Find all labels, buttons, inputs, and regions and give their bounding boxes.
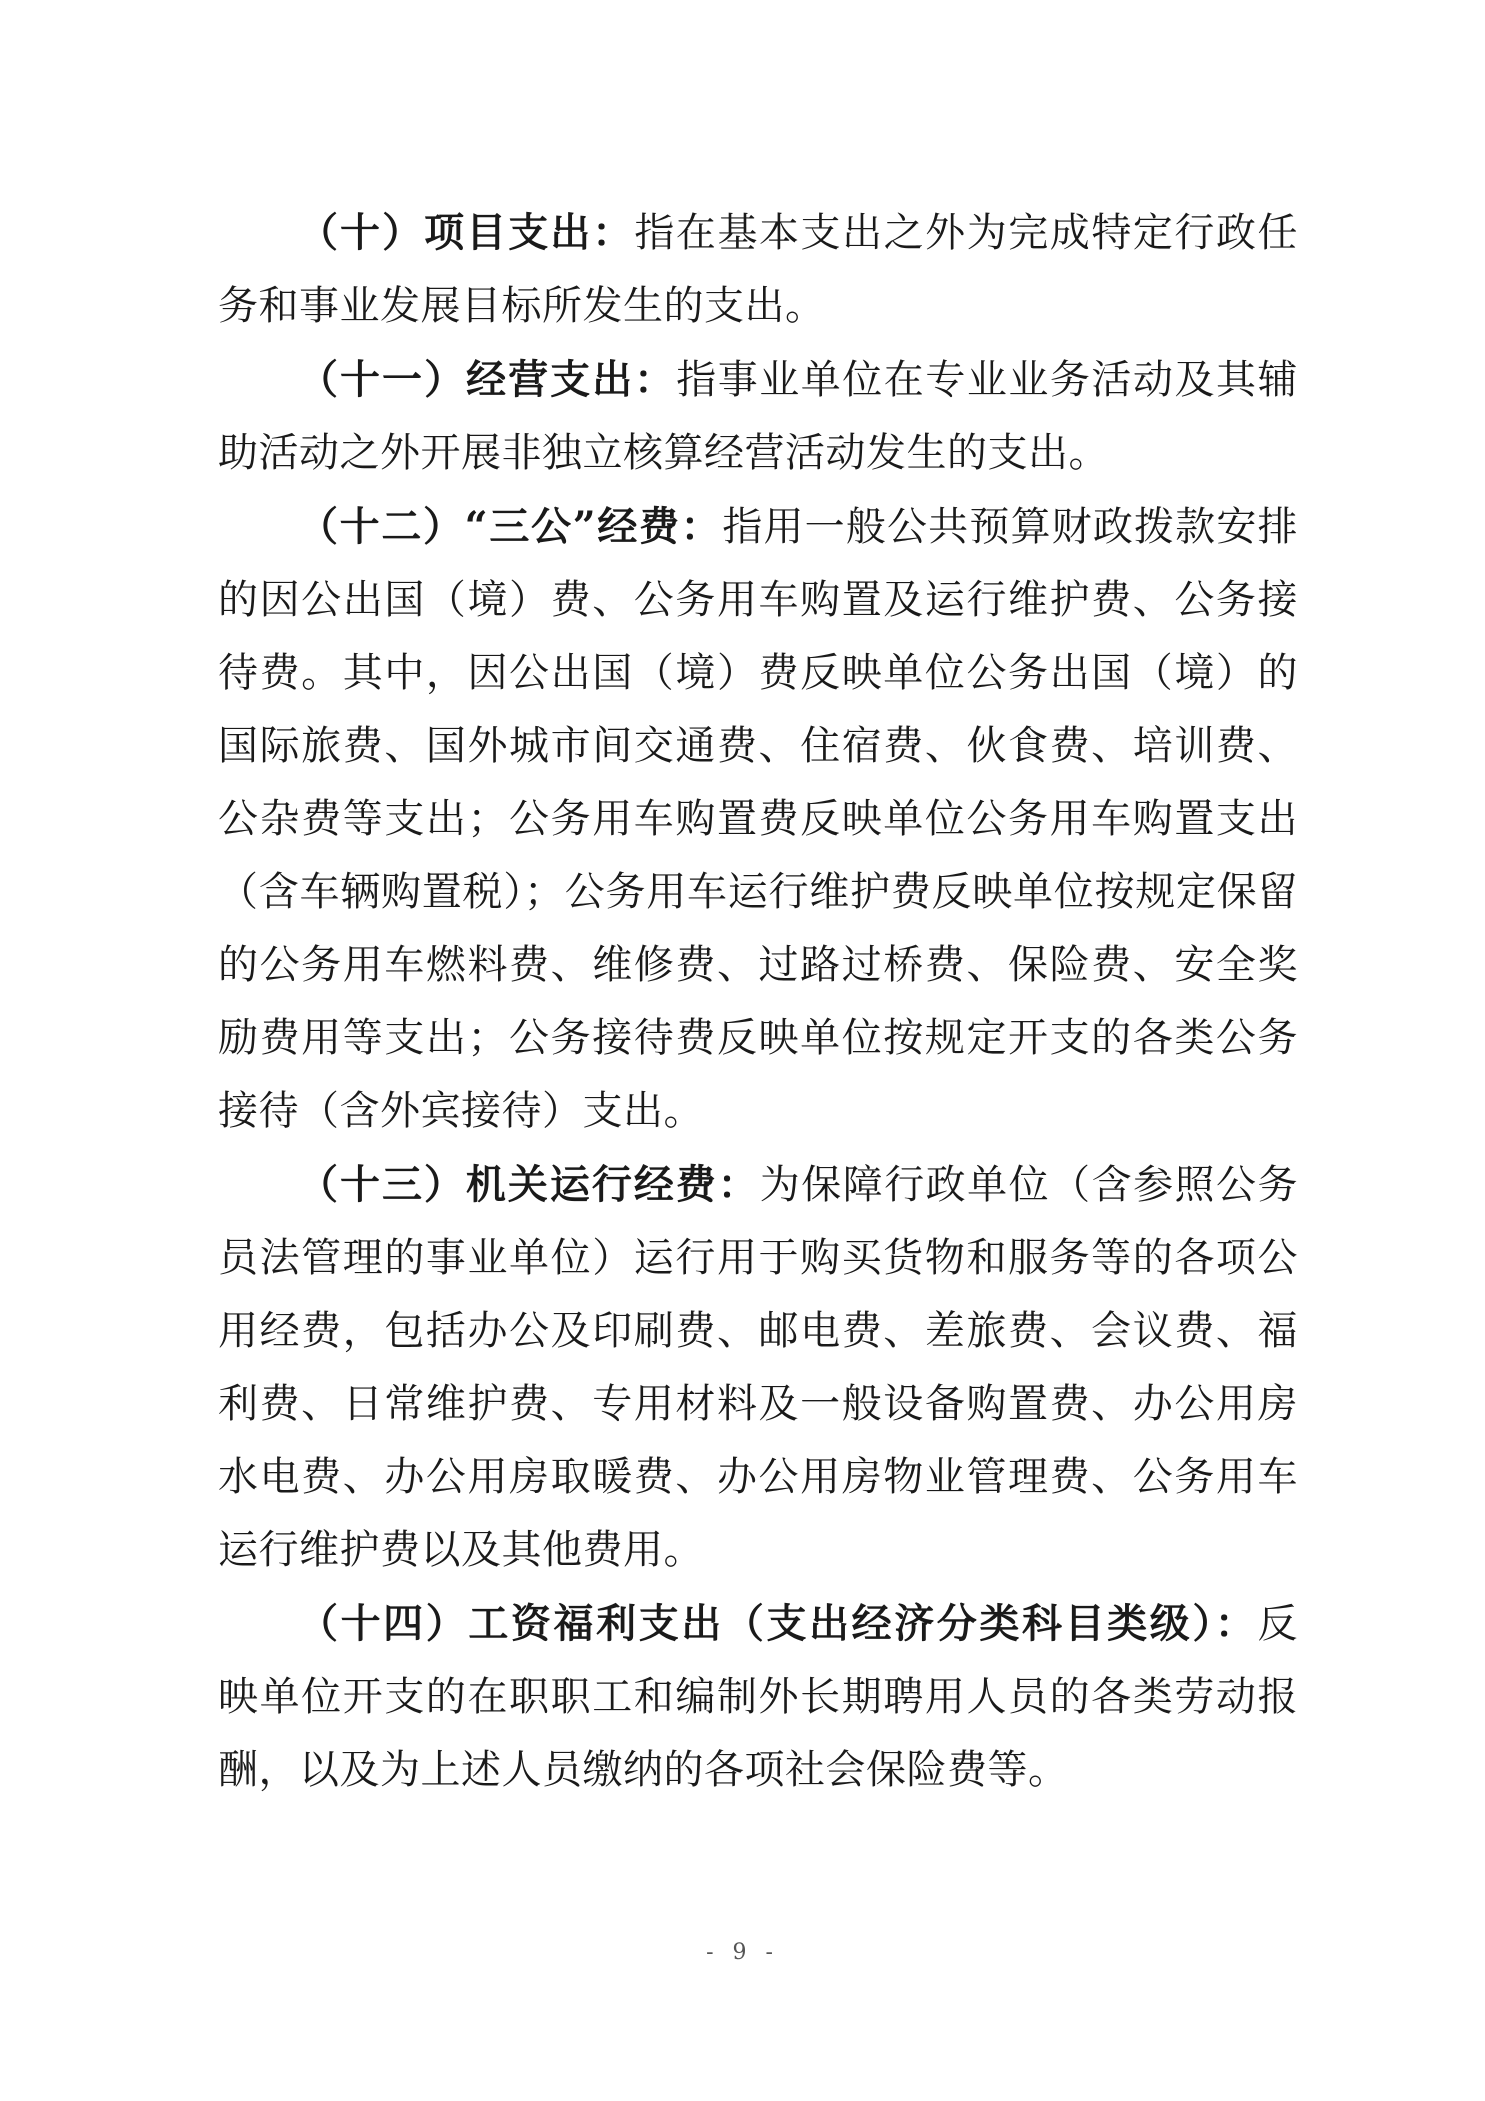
paragraph-term: （十二）“三公”经费：: [298, 503, 723, 550]
paragraph-three-public-expenses: [218, 490, 1298, 1148]
paragraph-term: （十）项目支出：: [298, 209, 635, 256]
paragraph-salary-welfare-expenditure: [218, 1587, 1298, 1807]
paragraph-term: （十一）经营支出：: [298, 356, 677, 403]
paragraph-text: 指在基本支出之外为完成特定行政任务和事业发展目标所发生的支出。: [218, 210, 1299, 329]
paragraph-term: （十三）机关运行经费：: [298, 1161, 760, 1208]
paragraph-text: 指事业单位在专业业务活动及其辅助活动之外开展非独立核算经营活动发生的支出。: [218, 357, 1299, 476]
page-number: - 9 -: [706, 1940, 779, 1965]
document-body: [218, 196, 1298, 1807]
paragraph-text: 反映单位开支的在职职工和编制外长期聘用人员的各类劳动报酬，以及为上述人员缴纳的各项社会保险费等。: [218, 1601, 1298, 1793]
paragraph-text: 为保障行政单位（含参照公务员法管理的事业单位）运行用于购买货物和服务等的各项公用经费，包括办公及印刷费、邮电费、差旅费、会议费、福利费、日常维护费、专用材料及一般设备购置费、办公用房水电费、办公用房取暖费、办公用房物业管理费、公务用车运行维护费以及其他费用。: [218, 1162, 1299, 1573]
paragraph-text: 指用一般公共预算财政拨款安排的因公出国（境）费、公务用车购置及运行维护费、公务接待费。其中，因公出国（境）费反映单位公务出国（境）的国际旅费、国外城市间交通费、住宿费、伙食费、培训费、公杂费等支出；公务用车购置费反映单位公务用车购置支出（含车辆购置税）；公务用车运行维护费反映单位按规定保留的公务用车燃料费、维修费、过路过桥费、保险费、安全奖励费用等支出；公务接待费反映单位按规定开支的各类公务接待（含外宾接待）支出。: [218, 504, 1299, 1134]
paragraph-operating-expenditure: [218, 343, 1298, 490]
paragraph-term: （十四）工资福利支出（支出经济分类科目类级）：: [298, 1600, 1258, 1647]
paragraph-project-expenditure: [218, 196, 1298, 343]
paragraph-agency-operating-expenses: [218, 1148, 1298, 1587]
